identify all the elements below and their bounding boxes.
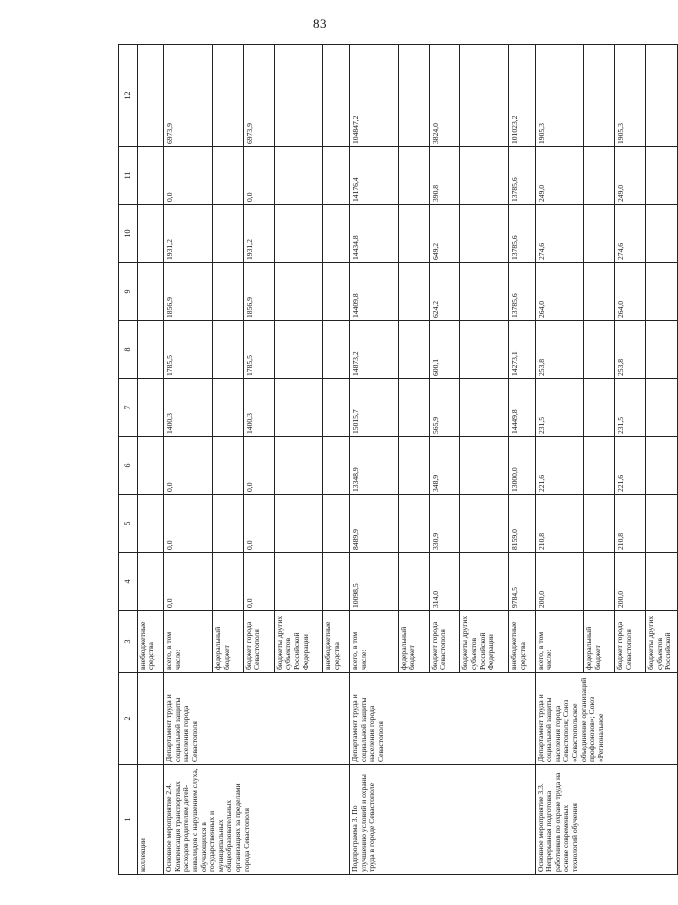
amount-cell [398,379,429,437]
amount-cell: 565,9 [429,379,460,437]
amount-cell: 8159,0 [509,495,536,553]
amount-cell: 1905,3 [535,45,584,147]
table-row [535,45,584,875]
amount-cell: 253,8 [615,321,646,379]
amount-cell: 14434,8 [349,205,398,263]
amount-cell: 6973,9 [164,45,213,147]
column-number-header: 12 [119,45,138,147]
executor-cell: Департамент труда и социальной защиты населения города Севастополя [349,673,535,765]
amount-cell: 14449,8 [509,379,536,437]
amount-cell [460,379,509,437]
amount-cell: 264,0 [535,263,584,321]
amount-cell [274,205,323,263]
amount-cell: 13785,6 [509,263,536,321]
amount-cell [398,147,429,205]
amount-cell [323,205,350,263]
amount-cell [212,205,243,263]
amount-cell [584,321,615,379]
amount-cell [212,495,243,553]
amount-cell: 13785,6 [509,205,536,263]
amount-cell [212,379,243,437]
amount-cell: 1400,3 [243,379,274,437]
funding-source-cell: бюджеты других субъектов Российской Федерации [274,611,323,673]
amount-cell: 649,2 [429,205,460,263]
amount-cell [460,553,509,611]
amount-cell: 1400,3 [164,379,213,437]
amount-cell [274,45,323,147]
amount-cell [460,147,509,205]
executor-cell: Департамент труда и социальной защиты населения города Севастополя [164,673,350,765]
amount-cell: 0,0 [243,553,274,611]
funding-source-cell: внебюджетные средства [323,611,350,673]
amount-cell [323,321,350,379]
amount-cell: 231,5 [535,379,584,437]
amount-cell [137,437,164,495]
activity-name-cell: Основное мероприятие 3.3. Непрерывная подготовка работников по охране труда на основе современных технологий обучения [535,765,677,875]
amount-cell: 221,6 [535,437,584,495]
page-number: 83 [313,16,327,31]
amount-cell [137,147,164,205]
amount-cell: 1931,2 [243,205,274,263]
column-number-header: 6 [119,437,138,495]
funding-source-cell: всего, в том числе: [164,611,213,673]
amount-cell: 101023,2 [509,45,536,147]
amount-cell: 210,8 [535,495,584,553]
amount-cell [137,379,164,437]
amount-cell: 314,0 [429,553,460,611]
funding-source-cell: федеральный бюджет [398,611,429,673]
amount-cell: 348,9 [429,437,460,495]
column-number-header: 8 [119,321,138,379]
amount-cell: 0,0 [243,437,274,495]
amount-cell: 600,1 [429,321,460,379]
amount-cell: 0,0 [164,147,213,205]
column-number-header: 1 [119,765,138,875]
amount-cell: 249,0 [615,147,646,205]
table-row [349,45,398,875]
amount-cell [584,45,615,147]
amount-cell [460,263,509,321]
table-row [164,45,213,875]
amount-cell: 210,8 [615,495,646,553]
funding-source-cell: федеральный бюджет [584,611,615,673]
amount-cell [212,45,243,147]
amount-cell [323,437,350,495]
amount-cell: 1905,3 [615,45,646,147]
amount-cell: 14409,8 [349,263,398,321]
amount-cell [646,45,678,147]
amount-cell: 264,0 [615,263,646,321]
amount-cell: 1785,5 [243,321,274,379]
amount-cell: 14873,2 [349,321,398,379]
amount-cell: 3824,0 [429,45,460,147]
amount-cell: 9784,5 [509,553,536,611]
amount-cell: 1931,2 [164,205,213,263]
amount-cell [212,437,243,495]
amount-cell: 200,0 [615,553,646,611]
amount-cell [398,321,429,379]
amount-cell [323,495,350,553]
amount-cell: 15015,7 [349,379,398,437]
funding-source-cell: внебюджетные средства [509,611,536,673]
column-number-header: 2 [119,673,138,765]
amount-cell [137,263,164,321]
amount-cell [646,553,678,611]
amount-cell [460,437,509,495]
amount-cell [460,321,509,379]
amount-cell [584,495,615,553]
amount-cell [137,45,164,147]
amount-cell [274,263,323,321]
amount-cell [274,379,323,437]
amount-cell: 0,0 [164,437,213,495]
executor-cell: Департамент труда и социальной защиты населения города Севастополя; Союз «Севастопольское объединение организаций профсоюзов»; Союз «Региональное [535,673,677,765]
amount-cell: 253,8 [535,321,584,379]
amount-cell [398,495,429,553]
amount-cell [460,495,509,553]
amount-cell: 10098,5 [349,553,398,611]
amount-cell [584,379,615,437]
amount-cell [584,553,615,611]
amount-cell [212,553,243,611]
funding-source-cell: бюджет города Севастополя [243,611,274,673]
amount-cell: 0,0 [243,147,274,205]
amount-cell [646,205,678,263]
amount-cell [460,45,509,147]
amount-cell [646,437,678,495]
amount-cell: 231,5 [615,379,646,437]
amount-cell [460,205,509,263]
amount-cell [398,45,429,147]
amount-cell [398,263,429,321]
column-number-header: 5 [119,495,138,553]
amount-cell: 200,0 [535,553,584,611]
funding-source-cell: внебюджетные средства [137,611,164,673]
amount-cell [274,147,323,205]
amount-cell [137,205,164,263]
table-header-row [119,45,138,875]
funding-source-cell: бюджет города Севастополя [429,611,460,673]
amount-cell [323,263,350,321]
amount-cell: 0,0 [164,553,213,611]
amount-cell [274,437,323,495]
amount-cell: 0,0 [164,495,213,553]
amount-cell [584,263,615,321]
activity-name-cell: Основное мероприятие 2.4. Компенсация транспортных расходов родителям детей-инвалидов с нарушением слуха, обучающихся в государственных и муниципальных общеобразовательных организациях за пределами города Севастополя [164,765,350,875]
budget-table [118,44,678,875]
amount-cell [274,321,323,379]
amount-cell [646,495,678,553]
amount-cell [212,147,243,205]
amount-cell [646,379,678,437]
amount-cell: 390,8 [429,147,460,205]
activity-name-cell: Подпрограмма 3. По улучшению условий и охраны труда в городе Севастополе [349,765,535,875]
amount-cell: 104847,2 [349,45,398,147]
amount-cell [323,553,350,611]
amount-cell [584,437,615,495]
column-number-header: 11 [119,147,138,205]
amount-cell [323,147,350,205]
amount-cell: 0,0 [243,495,274,553]
amount-cell [646,263,678,321]
amount-cell: 13785,6 [509,147,536,205]
amount-cell: 274,6 [535,205,584,263]
funding-source-cell: всего, в том числе: [349,611,398,673]
amount-cell [646,147,678,205]
amount-cell [212,263,243,321]
amount-cell [398,205,429,263]
amount-cell [323,45,350,147]
amount-cell [398,437,429,495]
activity-name-cell: коллекции [137,765,164,875]
amount-cell [137,495,164,553]
amount-cell [274,495,323,553]
amount-cell: 330,9 [429,495,460,553]
amount-cell [584,147,615,205]
amount-cell: 13000,0 [509,437,536,495]
funding-source-cell: бюджет города Севастополя [615,611,646,673]
funding-source-cell: всего, в том числе: [535,611,584,673]
funding-source-cell: бюджеты других субъектов Российской Федерации [460,611,509,673]
amount-cell [137,553,164,611]
amount-cell: 14273,1 [509,321,536,379]
rotated-table-wrapper [118,45,678,875]
column-number-header: 10 [119,205,138,263]
amount-cell: 13348,9 [349,437,398,495]
funding-source-cell: бюджеты других субъектов Российской [646,611,678,673]
amount-cell: 1856,9 [164,263,213,321]
amount-cell: 1856,9 [243,263,274,321]
amount-cell: 249,0 [535,147,584,205]
amount-cell [212,321,243,379]
amount-cell [137,321,164,379]
amount-cell [646,321,678,379]
column-number-header: 7 [119,379,138,437]
column-number-header: 9 [119,263,138,321]
amount-cell [584,205,615,263]
amount-cell: 6973,9 [243,45,274,147]
amount-cell: 8489,9 [349,495,398,553]
amount-cell: 14176,4 [349,147,398,205]
amount-cell [274,553,323,611]
amount-cell: 624,2 [429,263,460,321]
table-row [137,45,164,875]
amount-cell: 274,6 [615,205,646,263]
amount-cell [398,553,429,611]
column-number-header: 3 [119,611,138,673]
funding-source-cell: федеральный бюджет [212,611,243,673]
column-number-header: 4 [119,553,138,611]
amount-cell: 221,6 [615,437,646,495]
amount-cell: 1785,5 [164,321,213,379]
executor-cell [137,673,164,765]
amount-cell [323,379,350,437]
